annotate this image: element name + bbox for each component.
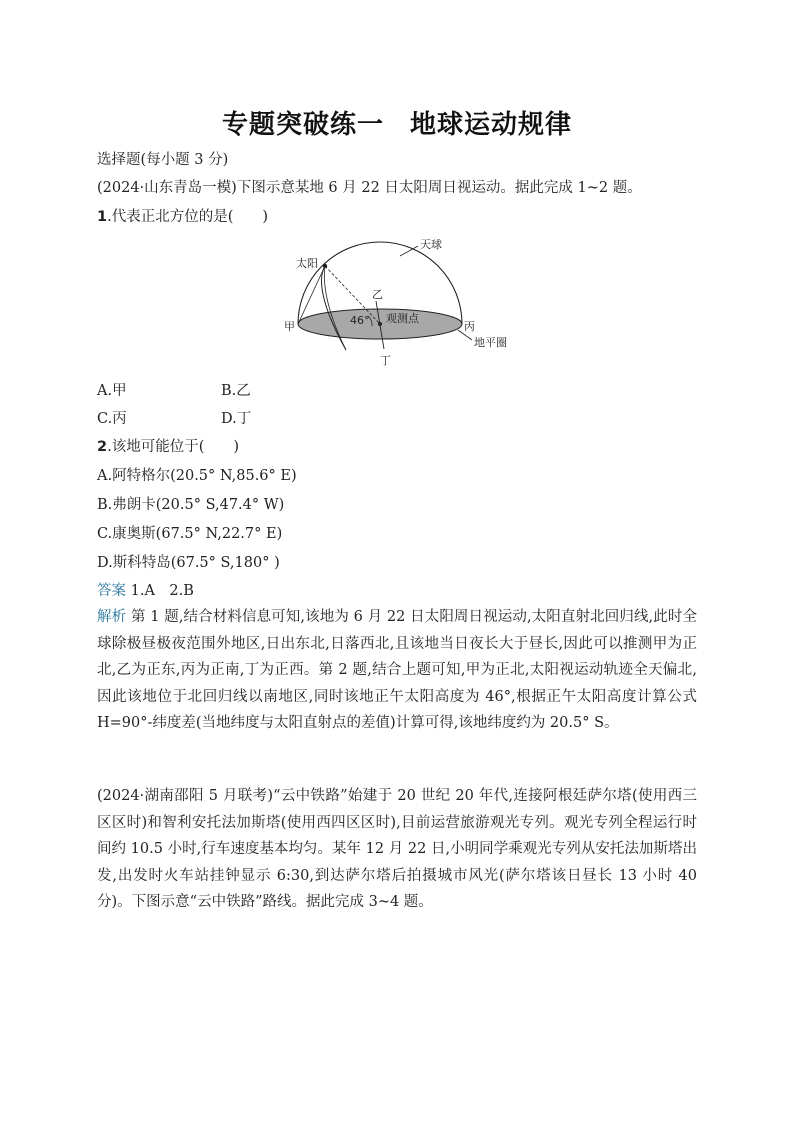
analysis-paragraph xyxy=(97,604,697,737)
q2-option-d: D.斯科特岛(67.5° S,180° ) xyxy=(97,555,280,571)
intro-1: (2024·山东青岛一模)下图示意某地 6 月 22 日太阳周日视运动。据此完成 1~2 题。 xyxy=(97,180,642,196)
label-tianqiu: 天球 xyxy=(420,238,442,251)
label-guancedian: 观测点 xyxy=(386,312,419,325)
intro-2: (2024·湖南邵阳 5 月联考)“云中铁路”始建于 20 世纪 20 年代,连接阿根廷萨尔塔(使用西三区区时)和智利安托法加斯塔(使用西四区区时),目前运营旅游观光专列。观光专列全程运行时间约 10.5 小时,行车速度基本均匀。某年 12 月 22 日,小明同学乘观光专列从安托法加斯塔出发,出发时火车站挂钟显示 6:30,到达萨尔塔后拍摄城市风光(萨尔塔该日昼长 13 小时 40 分)。下图示意“云中铁路”路线。据此完成 3~4 题。 xyxy=(97,788,697,910)
label-ding: 丁 xyxy=(380,354,391,367)
label-bing: 丙 xyxy=(464,320,475,333)
title-main: 专题突破练一 xyxy=(221,110,384,140)
question-1-text: .代表正北方位的是( ) xyxy=(107,209,269,225)
title-sub: 地球运动规律 xyxy=(410,110,573,140)
section-heading: 选择题(每小题 3 分) xyxy=(97,152,229,168)
q2-option-b: B.弗朗卡(20.5° S,47.4° W) xyxy=(97,497,285,513)
q2-option-c: C.康奥斯(67.5° N,22.7° E) xyxy=(97,526,283,542)
analysis-label: 解析 xyxy=(97,609,127,625)
sun-marker xyxy=(323,264,327,268)
answer-label: 答案 xyxy=(97,583,126,599)
q2-option-a: A.阿特格尔(20.5° N,85.6° E) xyxy=(97,468,297,484)
label-angle: 46° xyxy=(350,314,370,327)
q1-option-a: A.甲 xyxy=(97,383,127,399)
question-2-text: .该地可能位于( ) xyxy=(107,439,240,455)
question-2-number: 2 xyxy=(97,439,108,455)
q1-option-d: D.丁 xyxy=(221,411,252,427)
q1-option-c: C.丙 xyxy=(97,411,127,427)
label-dipingquan: 地平圈 xyxy=(474,336,507,349)
label-yi: 乙 xyxy=(372,288,383,301)
label-jia: 甲 xyxy=(284,320,295,333)
question-1-number: 1 xyxy=(97,209,108,225)
page-title xyxy=(0,104,794,141)
observer-marker xyxy=(378,322,382,326)
answer-text: 1.A 2.B xyxy=(130,583,194,599)
q1-option-b: B.乙 xyxy=(221,383,251,399)
celestial-sphere-diagram xyxy=(280,238,530,368)
question-2 xyxy=(97,437,239,457)
answer-line xyxy=(97,581,194,601)
label-taiyang: 太阳 xyxy=(296,257,318,270)
question-1 xyxy=(97,207,268,227)
analysis-text: 第 1 题,结合材料信息可知,该地为 6 月 22 日太阳周日视运动,太阳直射北回归线,此时全球除极昼极夜范围外地区,日出东北,日落西北,且该地当日夜长大于昼长,因此可以推测甲为正北,乙为正东,丙为正南,丁为正西。第 2 题,结合上题可知,甲为正北,太阳视运动轨迹全天偏北,因此该地位于北回归线以南地区,同时该地正午太阳高度为 46°,根据正午太阳高度计算公式 H=90°-纬度差(当地纬度与太阳直射点的差值)计算可得,该地纬度约为 20.5° S。 xyxy=(97,609,697,731)
